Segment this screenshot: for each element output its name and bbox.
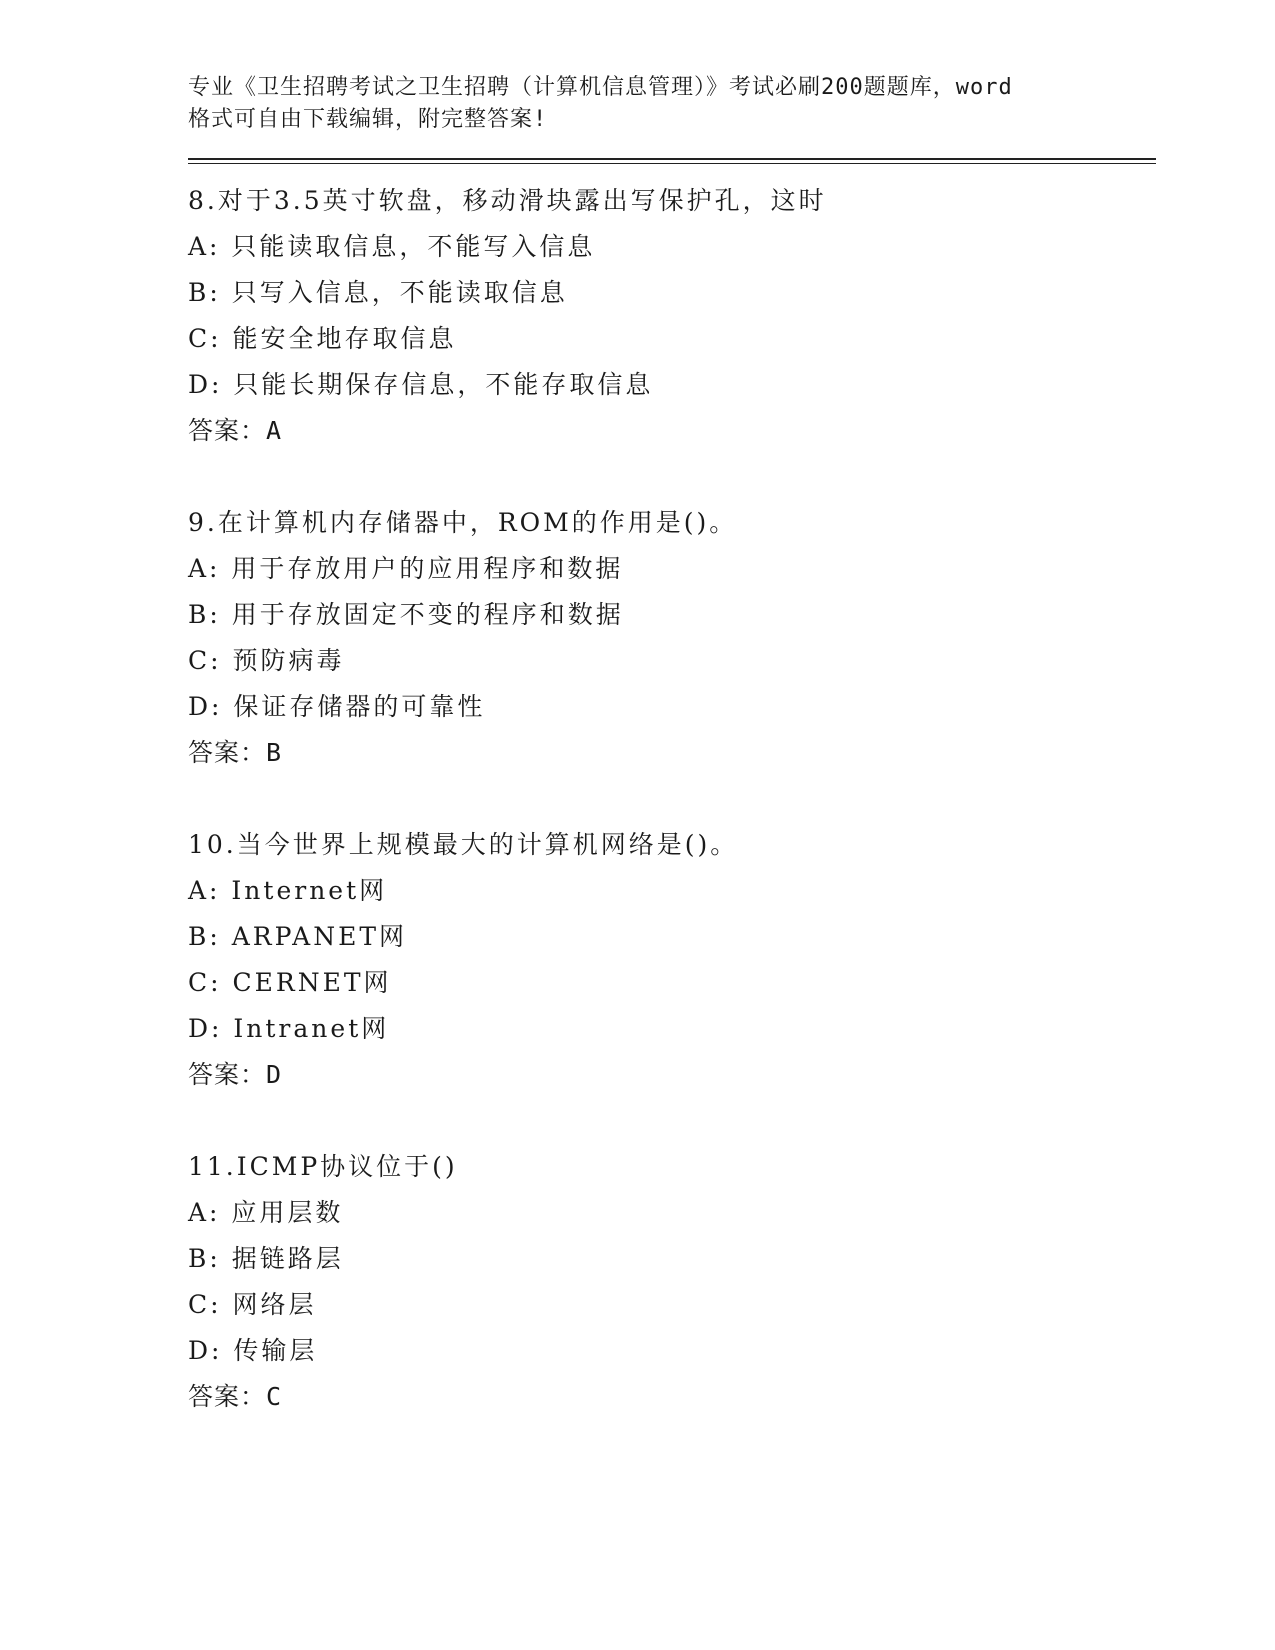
option-b: B: 只写入信息，不能读取信息	[188, 278, 568, 307]
option-d: D: Intranet网	[188, 1014, 390, 1043]
question-8	[188, 178, 1158, 454]
header-title-line-2: 格式可自由下载编辑，附完整答案!	[188, 107, 548, 132]
option-c: C: 预防病毒	[188, 646, 345, 675]
option-b: B: ARPANET网	[188, 922, 407, 951]
question-9	[188, 500, 1158, 776]
option-d: D: 只能长期保存信息，不能存取信息	[188, 370, 654, 399]
option-a: A: 用于存放用户的应用程序和数据	[188, 554, 624, 583]
answer-value: A	[266, 416, 283, 445]
answer-value: D	[266, 1060, 283, 1089]
option-b: B: 用于存放固定不变的程序和数据	[188, 600, 624, 629]
question-stem: 8.对于3.5英寸软盘，移动滑块露出写保护孔，这时	[188, 186, 827, 215]
question-stem: 11.ICMP协议位于()	[188, 1152, 458, 1181]
answer-line	[188, 1374, 1158, 1420]
question-10	[188, 822, 1158, 1098]
answer-label: 答案：	[188, 738, 267, 767]
question-stem: 10.当今世界上规模最大的计算机网络是()。	[188, 830, 739, 859]
option-c: C: CERNET网	[188, 968, 392, 997]
option-b: B: 据链路层	[188, 1244, 344, 1273]
answer-label: 答案：	[188, 416, 267, 445]
option-a: A: 应用层数	[188, 1198, 344, 1227]
document-header	[188, 72, 1088, 136]
answer-value: C	[266, 1382, 283, 1411]
answer-label: 答案：	[188, 1382, 267, 1411]
answer-label: 答案：	[188, 1060, 267, 1089]
option-c: C: 网络层	[188, 1290, 317, 1319]
header-divider	[188, 158, 1156, 164]
answer-line	[188, 730, 1158, 776]
option-c: C: 能安全地存取信息	[188, 324, 457, 353]
question-11	[188, 1144, 1158, 1420]
option-d: D: 传输层	[188, 1336, 318, 1365]
document-page	[188, 72, 1158, 1420]
question-stem: 9.在计算机内存储器中，ROM的作用是()。	[188, 508, 738, 537]
option-a: A: 只能读取信息，不能写入信息	[188, 232, 596, 261]
header-title-line-1: 专业《卫生招聘考试之卫生招聘（计算机信息管理）》考试必刷200题题库，word	[188, 75, 1013, 100]
option-d: D: 保证存储器的可靠性	[188, 692, 486, 721]
option-a: A: Internet网	[188, 876, 388, 905]
answer-line	[188, 408, 1158, 454]
answer-value: B	[266, 738, 283, 767]
answer-line	[188, 1052, 1158, 1098]
